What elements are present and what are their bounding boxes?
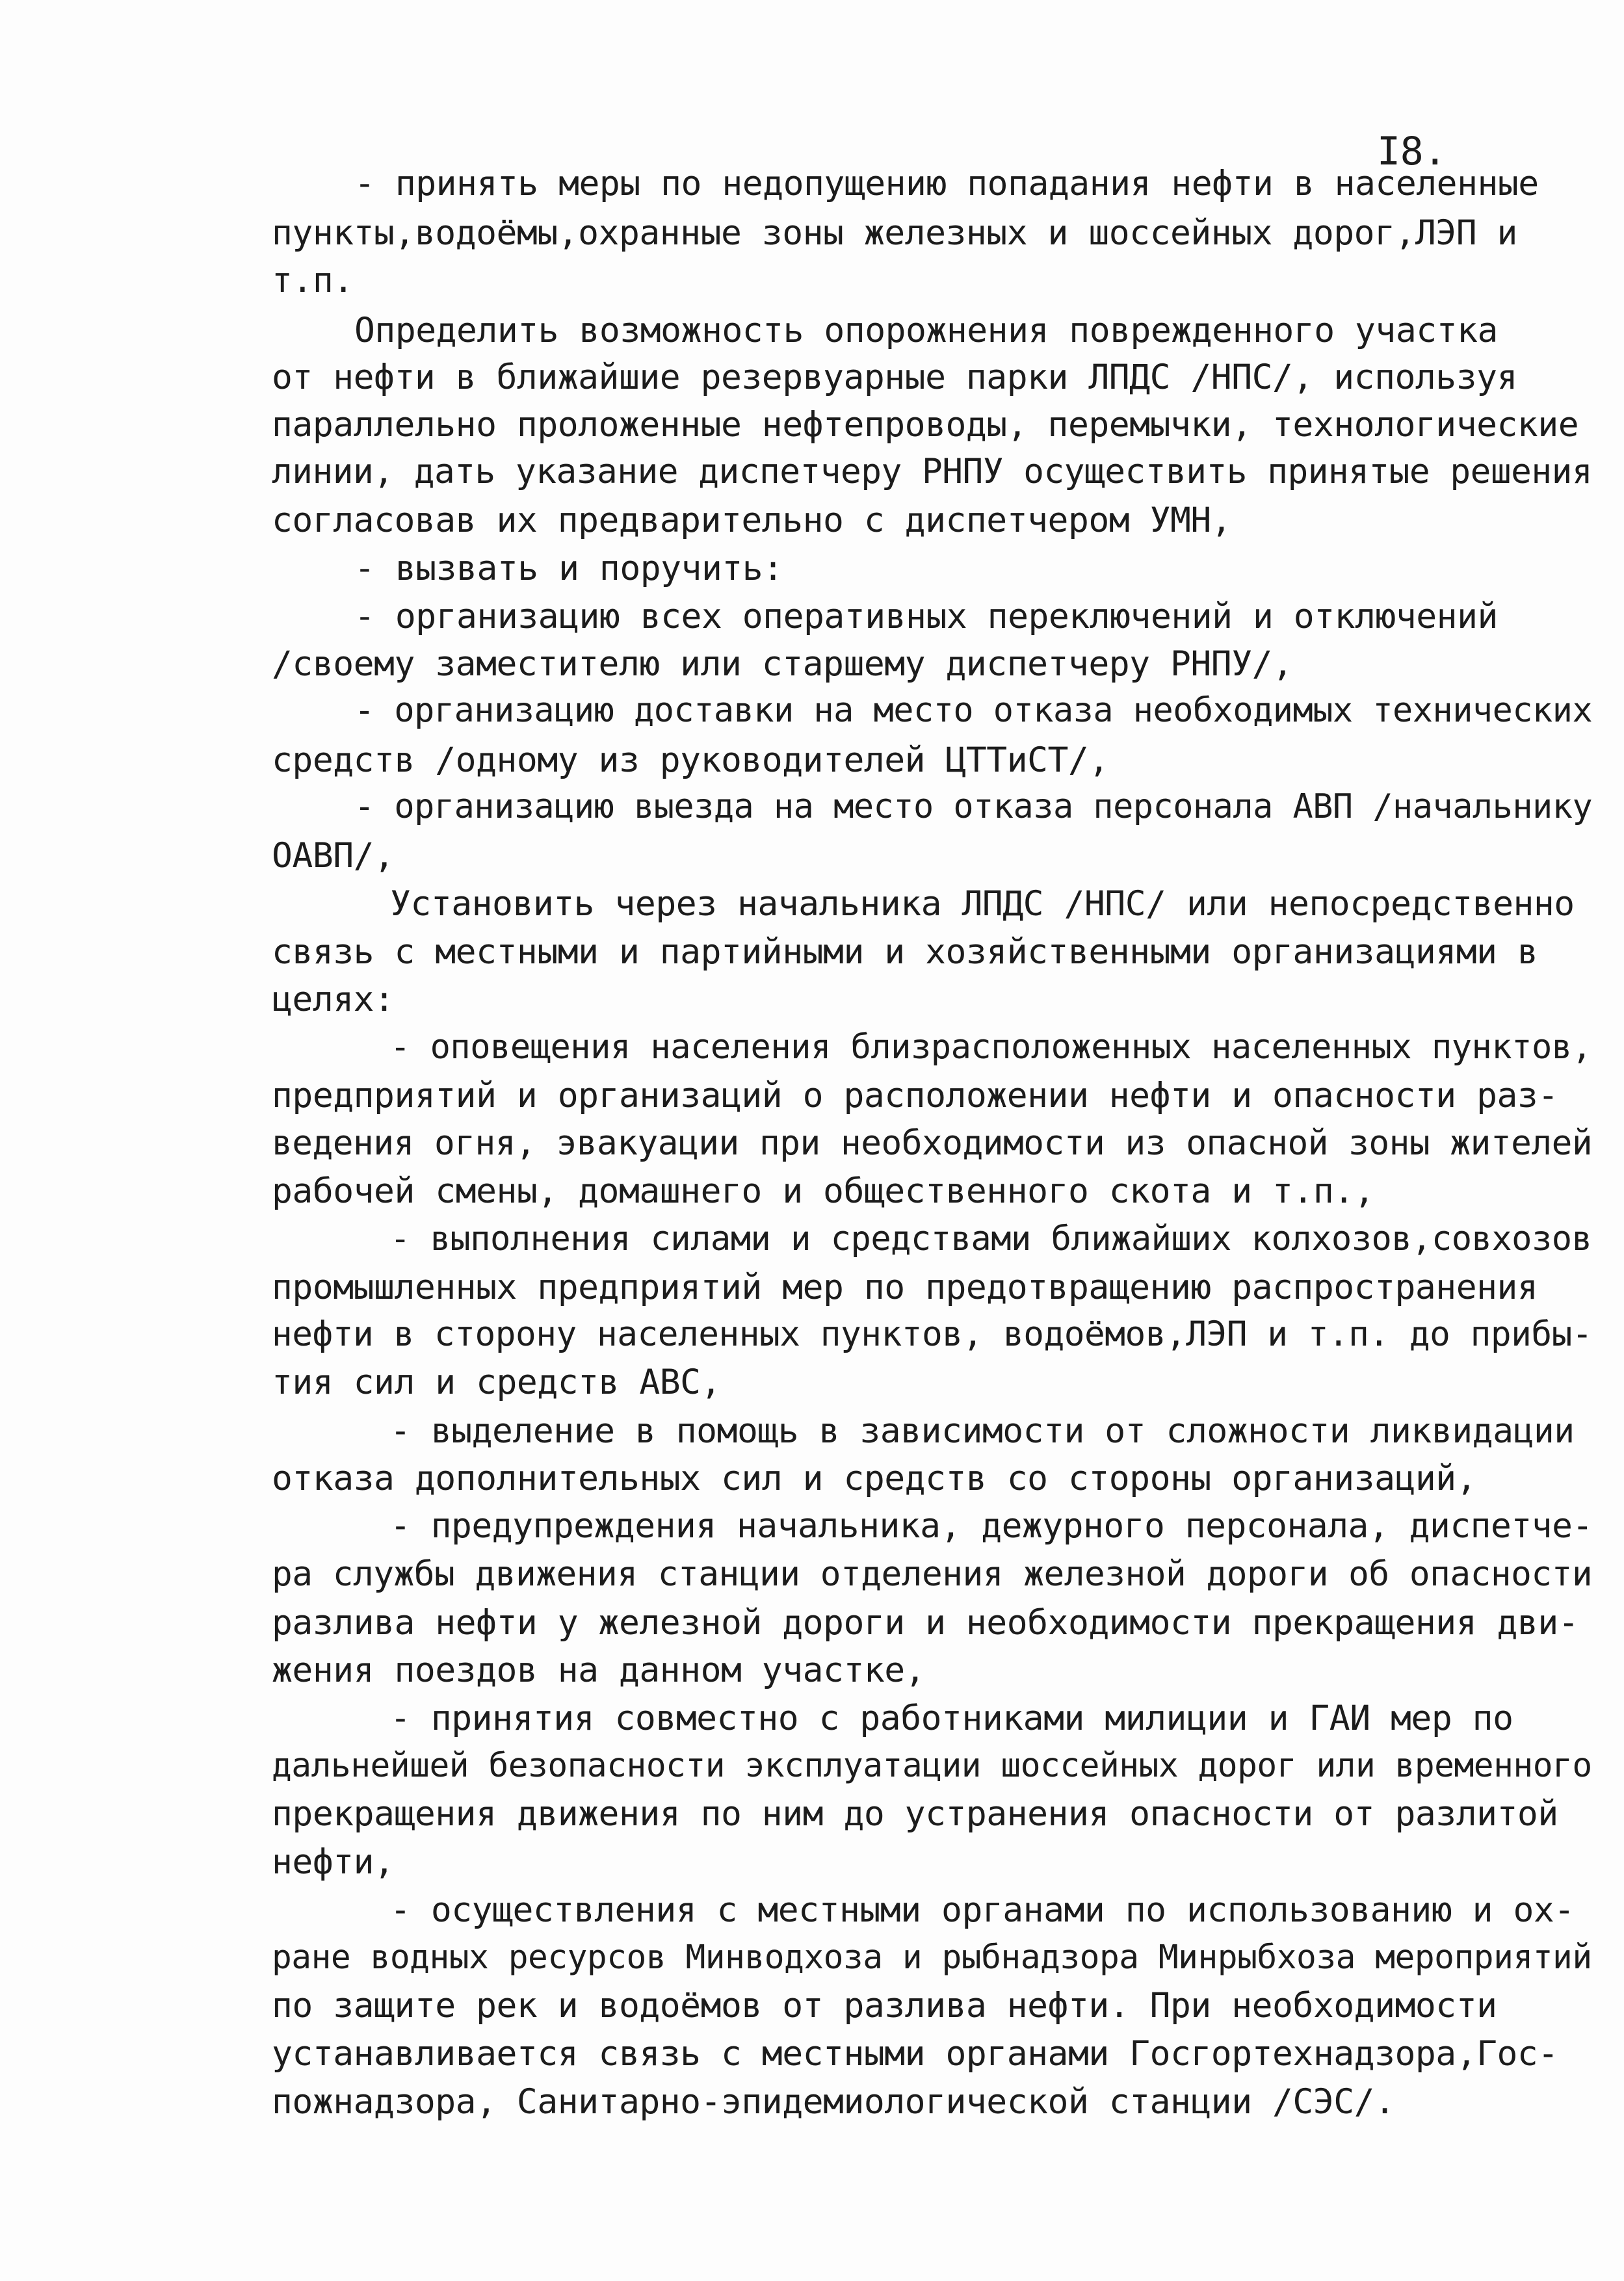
text-line: линии, дать указание диспетчеру РНПУ осуществить принятые решения: [272, 452, 1593, 491]
text-line: параллельно проложенные нефтепроводы, перемычки, технологические: [272, 405, 1579, 445]
text-line: /своему заместителю или старшему диспетчеру РНПУ/,: [272, 644, 1293, 684]
text-line: - выполнения силами и средствами ближайших колхозов,совхозов: [390, 1219, 1592, 1258]
text-line: тия сил и средств АВС,: [272, 1362, 721, 1402]
text-line: промышленных предприятий мер по предотвращению распространения: [272, 1268, 1538, 1307]
text-line: - вызвать и поручить:: [354, 549, 783, 588]
text-line: - предупреждения начальника, дежурного персонала, диспетче-: [390, 1506, 1593, 1546]
text-line: согласовав их предварительно с диспетчером УМН,: [272, 501, 1232, 540]
page-number: I8.: [1377, 129, 1447, 174]
text-line: ране водных ресурсов Минводхоза и рыбнадзора Минрыбхоза мероприятий: [272, 1938, 1592, 1977]
text-line: - принять меры по недопущению попадания нефти в населенные: [354, 164, 1539, 203]
text-line: по защите рек и водоёмов от разлива нефти. При необходимости: [272, 1986, 1497, 2026]
text-line: дальнейшей безопасности эксплуатации шоссейных дорог или временного: [272, 1746, 1592, 1785]
text-line: разлива нефти у железной дороги и необходимости прекращения дви-: [272, 1603, 1579, 1643]
text-line: ведения огня, эвакуации при необходимости из опасной зоны жителей: [272, 1123, 1593, 1163]
text-line: - организацию доставки на место отказа необходимых технических: [354, 691, 1593, 730]
text-line: устанавливается связь с местными органами Госгортехнадзора,Гос-: [272, 2034, 1558, 2074]
text-line: - организацию выезда на место отказа персонала АВП /начальнику: [354, 787, 1593, 826]
text-line: - выделение в помощь в зависимости от сложности ликвидации: [390, 1411, 1575, 1451]
text-line: средств /одному из руководителей ЦТТиСТ/,: [272, 740, 1109, 780]
text-line: ра службы движения станции отделения железной дороги об опасности: [272, 1554, 1593, 1594]
text-line: ОАВП/,: [272, 836, 395, 876]
text-line: нефти в сторону населенных пунктов, водоёмов,ЛЭП и т.п. до прибы-: [272, 1314, 1593, 1354]
text-line: связь с местными и партийными и хозяйственными организациями в: [272, 932, 1538, 972]
text-line: Определить возможность опорожнения поврежденного участка: [354, 311, 1498, 350]
text-line: пожнадзора, Санитарно-эпидемиологической станции /СЭС/.: [272, 2082, 1395, 2122]
text-line: рабочей смены, домашнего и общественного скота и т.п.,: [272, 1171, 1375, 1211]
text-line: нефти,: [272, 1842, 395, 1882]
text-line: предприятий и организаций о расположении нефти и опасности раз-: [272, 1076, 1558, 1115]
text-line: Установить через начальника ЛПДС /НПС/ или непосредственно: [390, 884, 1575, 924]
text-line: прекращения движения по ним до устранения опасности от разлитой: [272, 1794, 1558, 1834]
text-line: - принятия совместно с работниками милиции и ГАИ мер по: [390, 1699, 1513, 1738]
text-line: от нефти в ближайшие резервуарные парки ЛПДС /НПС/, используя: [272, 358, 1517, 397]
text-line: целях:: [272, 980, 395, 1019]
text-line: т.п.: [272, 261, 354, 300]
text-line: отказа дополнительных сил и средств со стороны организаций,: [272, 1459, 1477, 1498]
text-line: - осуществления с местными органами по использованию и ох-: [390, 1890, 1575, 1930]
text-line: пункты,водоёмы,охранные зоны железных и шоссейных дорог,ЛЭП и: [272, 213, 1517, 253]
text-line: жения поездов на данном участке,: [272, 1650, 926, 1690]
text-line: - организацию всех оперативных переключений и отключений: [354, 597, 1498, 636]
text-line: - оповещения населения близрасположенных населенных пунктов,: [390, 1028, 1592, 1067]
